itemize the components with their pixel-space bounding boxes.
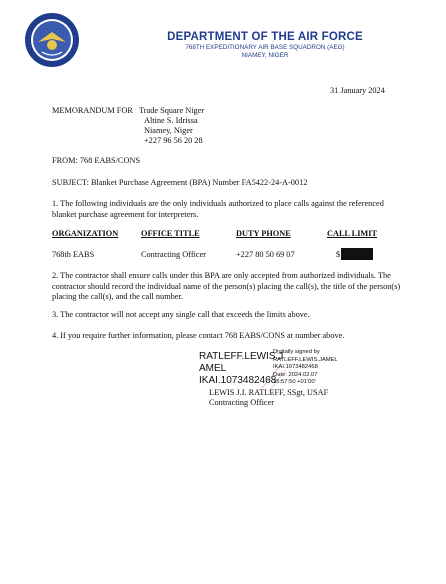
table-header-office-title: OFFICE TITLE <box>141 229 200 238</box>
signature-name-line: IKAI.1073482468 <box>199 375 277 386</box>
memo-for-line: +227 96 56 20 28 <box>144 136 203 145</box>
letterhead <box>150 31 380 60</box>
signature-detail-line: Digitally signed by <box>273 349 320 355</box>
memo-for-line: Altine S. Idrissa <box>144 116 198 125</box>
signature-name <box>199 351 283 387</box>
memo-for-line: Trade Square Niger <box>139 106 205 115</box>
letterhead-title: DEPARTMENT OF THE AIR FORCE <box>167 31 363 43</box>
table-header-organization: ORGANIZATION <box>52 229 119 238</box>
table-header-duty-phone: DUTY PHONE <box>236 229 291 238</box>
paragraph-3: 3. The contractor will not accept any single call that exceeds the limits above. <box>52 310 310 319</box>
memo-for-line: Niamey, Niger <box>144 126 193 135</box>
letterhead-unit: 768TH EXPEDITIONARY AIR BASE SQUADRON (AEG) <box>185 44 345 51</box>
paragraph-4: 4. If you require further information, please contact 768 EABS/CONS at number above. <box>52 331 345 340</box>
paragraph-1: 1. The following individuals are the only individuals authorized to place calls against the referenced blanket purchase agreement for interpreters. <box>52 199 384 219</box>
table-cell-organization: 768th EABS <box>52 250 95 259</box>
table-cell-office-title: Contracting Officer <box>141 250 207 259</box>
digital-signature-details <box>273 349 338 387</box>
table-header-call-limit: CALL LIMIT <box>327 229 378 238</box>
signature-detail-line: RATLEFF.LEWIS.JAMEL <box>273 356 338 363</box>
signature-name-line: AMEL <box>199 363 227 374</box>
paragraph-2: 2. The contractor shall ensure calls under this BPA are only accepted from authorized individuals. The contractor should record the individual name of the person(s) placing the call(s), the title of the person(s) placing the call(s), and the call number. <box>52 271 401 301</box>
redaction-box <box>341 248 373 260</box>
signature-name-line: RATLEFF.LEWIS.J <box>199 351 284 362</box>
signature-detail-line: 15:57:50 +01'00' <box>273 379 316 386</box>
signature-detail-line: Date: 2024.02.07 <box>273 371 318 378</box>
department-seal-icon <box>24 12 80 68</box>
memo-for-label: MEMORANDUM FOR <box>52 106 133 115</box>
letterhead-location: NIAMEY, NIGER <box>241 52 289 59</box>
signature-block-name: LEWIS J.I. RATLEFF, SSgt, USAF <box>209 388 329 397</box>
memo-from: FROM: 768 EABS/CONS <box>52 156 141 165</box>
signature-detail-line: IKAI.1073482468 <box>273 364 318 371</box>
table-cell-call-limit: $ <box>336 250 341 259</box>
table-cell-duty-phone: +227 80 50 69 07 <box>236 250 295 259</box>
signature-block-title: Contracting Officer <box>209 398 275 407</box>
memo-subject: SUBJECT: Blanket Purchase Agreement (BPA) Number FA5422-24-A-0012 <box>52 178 308 187</box>
memo-date: 31 January 2024 <box>330 86 385 95</box>
